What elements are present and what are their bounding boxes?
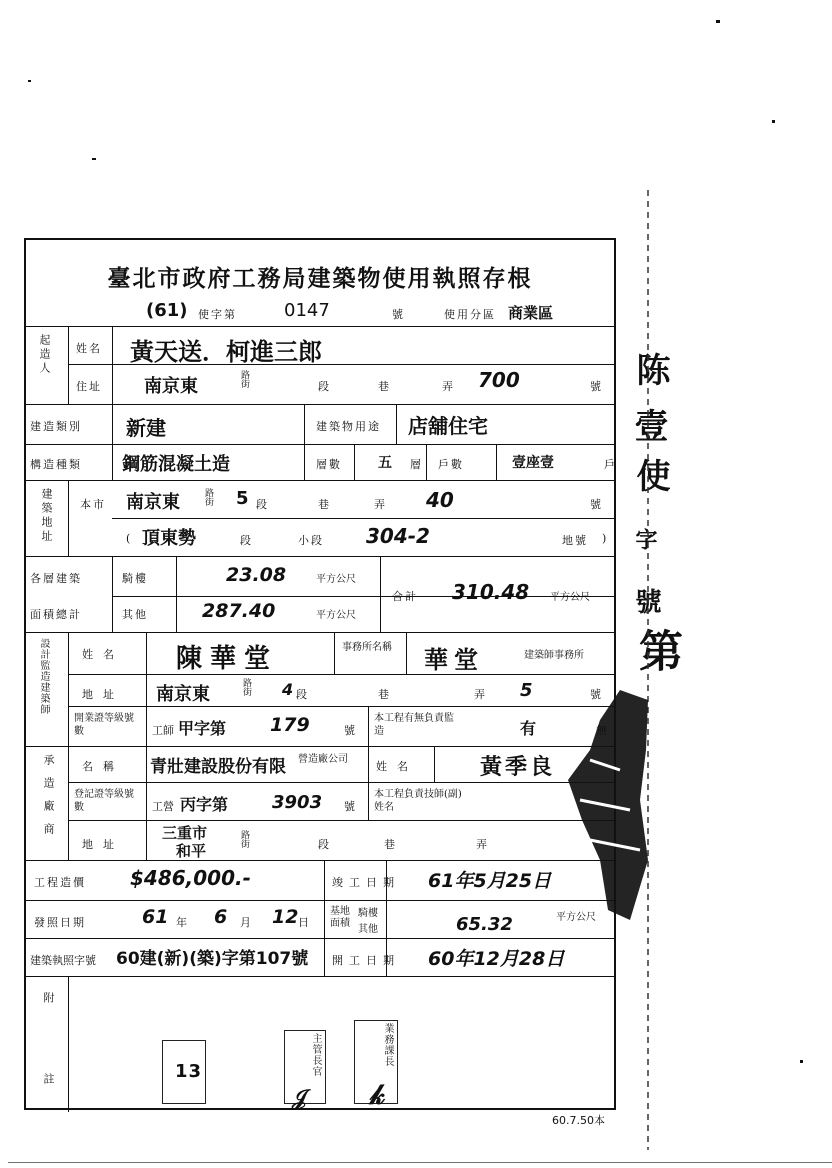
signature-1: 𝒥 [292, 1086, 308, 1111]
floors-unit: 層 [410, 458, 423, 471]
side-char-1: 陈 [630, 352, 670, 386]
structure-value: 鋼筋混凝土造 [122, 454, 230, 475]
site-no-unit: 號 [590, 498, 603, 511]
lot-no: 304-2 [366, 524, 430, 548]
office-value: 華堂 [424, 646, 484, 674]
issue-label: 發照日期 [34, 916, 86, 929]
base-arcade-label: 騎樓 [358, 908, 378, 919]
document-title: 臺北市政府工務局建築物使用執照存根 [107, 265, 533, 292]
permit-number: 0147 [284, 300, 330, 321]
reg-suffix: 號 [344, 800, 357, 813]
floors-value: 五 [378, 455, 392, 471]
lot-section-unit: 段 [240, 534, 253, 547]
base-other-value: 65.32 [456, 914, 513, 935]
speck [800, 1060, 803, 1063]
designer-road: 南京東 [156, 684, 210, 705]
form-code: 60.7.50本 [552, 1114, 605, 1127]
site-alley-label: 弄 [374, 498, 387, 511]
total-unit: 平方公尺 [550, 592, 590, 603]
designer-group-label: 設計監造建築師 [38, 638, 49, 715]
speck [92, 158, 96, 160]
notes-label: 附註 [42, 992, 55, 1154]
issue-day: 12 [272, 906, 299, 928]
lot-area: 頂東勢 [142, 528, 196, 549]
office-suffix: 建築師事務所 [524, 650, 584, 661]
completion-label: 竣工日期 [332, 876, 400, 889]
category-label: 建造類別 [30, 420, 82, 433]
permit-year: (61) [146, 300, 188, 321]
speck [772, 120, 775, 123]
category-value: 新建 [126, 416, 166, 440]
site-lane-label: 巷 [318, 498, 331, 511]
license-prefix: 工師 [152, 724, 174, 737]
floor-area-label-1: 各層建築 [30, 572, 82, 585]
applicant-no: 700 [478, 368, 520, 392]
license-suffix: 號 [344, 724, 357, 737]
arcade-value: 23.08 [226, 564, 287, 586]
contractor-road: 和平 [176, 842, 207, 860]
contractor-person-value: 黃季良 [480, 755, 556, 780]
supervisor-value: 有 [520, 719, 537, 738]
contractor-section: 段 [318, 838, 331, 851]
stamp-box-3: 業務課長 [354, 1020, 398, 1104]
base-unit: 平方公尺 [556, 912, 596, 923]
speck [28, 80, 31, 82]
arcade-unit: 平方公尺 [316, 574, 356, 585]
license-label: 開業證等級號數 [74, 713, 134, 737]
contractor-road-unit: 路街 [239, 830, 249, 848]
issue-day-unit: 日 [298, 916, 311, 929]
applicant-no-unit: 號 [590, 380, 603, 393]
license-no: 179 [270, 714, 310, 736]
contractor-city: 三重市 [162, 824, 208, 842]
designer-alley: 弄 [474, 688, 487, 701]
applicant-name-value: 黃天送．柯進三郎 [130, 338, 322, 366]
stamp-number: 13 [175, 1061, 203, 1082]
other-unit: 平方公尺 [316, 610, 356, 621]
reg-prefix: 工營 [152, 800, 174, 813]
contractor-person-label: 姓名 [376, 760, 418, 773]
floor-area-label-2: 面積總計 [30, 608, 82, 621]
households-value: 壹座壹 [512, 455, 554, 471]
site-road: 南京東 [126, 492, 180, 513]
cost-value: $486,000.- [130, 866, 251, 890]
contractor-alley: 弄 [476, 838, 489, 851]
permit-form: 臺北市政府工務局建築物使用執照存根 (61) 使字第 0147 號 使用分區 商業區 起造人 姓名 黃天送．柯進三郎 住址 南京東 路街 段 巷 弄 700 號 建造類別 新建 建築物用途 店舖住宅 構造種類 鋼筋混凝土造 層數 五 層 戶數 壹座壹 戶 建築地址 本市 南京東 路街 5 段 巷 弄 40 號 ( 頂東勢 段 小段 304-2 地號 ) 各層建築 面積總計 騎樓 23.08 平方公尺 其他 287.40 平方公尺 合計 310.48 平方公尺 設計監造建築師 姓名 陳華堂 事務所名稱 華堂 建築師事務所 地址 南京東 路街 4 段 巷 弄 5 號 開業證等級號數 工師 甲字第 179 號 本工程有無負責監造 有 承造廠商 名稱 青壯建設股份有限 營造廠公司 姓名 黃季良 登記證等級號數 工營 丙字第 3903 號 本工程負責技師(副)姓名 地址 三重市 和平 路街 段 巷 弄 工程造價 $486,000.- 竣工日期 61年5月25日 發照日期 61 年 6 月 12 日 基地面積 騎樓 其他 65.32 平方公尺 建築執照字號 60建(新)(築)字第107號 開工日期 60年12月28日 附註 13 主管長官 業務課長 𝒥 𝓀 [24, 238, 616, 1110]
completion-value: 61年5月25日 [428, 870, 552, 892]
start-value: 60年12月28日 [428, 948, 565, 970]
reg-grade: 丙字第 [180, 795, 229, 814]
applicant-name-label: 姓名 [76, 342, 102, 355]
contractor-group-label: 承造廠商 [42, 754, 55, 846]
designer-lane: 巷 [378, 688, 391, 701]
license-grade: 甲字第 [178, 719, 227, 738]
designer-section-unit: 段 [296, 688, 309, 701]
contractor-name-label: 名稱 [82, 760, 124, 773]
contractor-lane: 巷 [384, 838, 397, 851]
applicant-road: 南京東 [144, 376, 198, 397]
issue-month: 6 [214, 906, 228, 928]
contractor-name-value: 青壯建設股份有限 [150, 757, 286, 777]
site-section-unit: 段 [256, 498, 269, 511]
other-label: 其他 [122, 608, 148, 621]
issue-year: 61 [142, 906, 169, 928]
other-value: 287.40 [202, 600, 276, 622]
applicant-road-unit: 路街 [239, 370, 249, 388]
designer-address-label: 地址 [82, 688, 124, 701]
designer-road-unit: 路街 [241, 678, 251, 696]
stamp-box-2: 主管長官 [284, 1030, 326, 1104]
issue-month-unit: 月 [240, 916, 253, 929]
base-other-label: 其他 [358, 924, 378, 935]
applicant-section: 段 [318, 380, 331, 393]
site-section: 5 [236, 488, 249, 509]
total-value: 310.48 [452, 580, 530, 604]
cost-label: 工程造價 [34, 876, 86, 889]
applicant-group-label: 起造人 [38, 334, 51, 376]
tech-label: 本工程負責技師(副)姓名 [374, 789, 462, 813]
designer-name-label: 姓名 [82, 648, 124, 661]
applicant-address-label: 住址 [76, 380, 102, 393]
site-city-label: 本市 [80, 498, 106, 511]
structure-label: 構造種類 [30, 458, 82, 471]
site-group-label: 建築地址 [40, 488, 53, 544]
contractor-address-label: 地址 [82, 838, 124, 851]
applicant-lane: 巷 [378, 380, 391, 393]
permit-prefix: 使字第 [198, 308, 237, 321]
total-label: 合計 [392, 590, 418, 603]
permit-label: 建築執照字號 [30, 954, 96, 967]
designer-section: 4 [282, 680, 294, 699]
torn-edge [640, 190, 664, 1150]
office-label: 事務所名稱 [342, 642, 392, 653]
site-road-unit: 路街 [203, 488, 213, 506]
start-label: 開工日期 [332, 954, 400, 967]
reg-no: 3903 [272, 792, 323, 813]
applicant-alley: 弄 [442, 380, 455, 393]
base-label: 基地面積 [330, 906, 350, 929]
lot-no-unit: 地號 [562, 534, 588, 547]
issue-year-unit: 年 [176, 916, 189, 929]
use-label: 建築物用途 [316, 420, 381, 433]
signature-2: 𝓀 [370, 1078, 386, 1111]
designer-no-unit: 號 [590, 688, 603, 701]
ink-blot [560, 690, 650, 930]
side-char-2: 壹 [628, 408, 668, 442]
side-char-6: 第 [631, 628, 682, 672]
households-unit: 戶 [604, 458, 617, 471]
permit-suffix: 號 [392, 308, 405, 321]
households-label: 戶數 [438, 458, 464, 471]
supervisor-label: 本工程有無負責監造 [374, 713, 454, 737]
lot-subsection: 小段 [298, 534, 324, 547]
permit-value: 60建(新)(築)字第107號 [116, 949, 309, 969]
designer-alley-no: 5 [520, 680, 533, 701]
site-no: 40 [426, 488, 454, 512]
use-value: 店舖住宅 [408, 414, 488, 438]
reg-label: 登記證等級號數 [74, 789, 134, 813]
speck [716, 20, 720, 23]
contractor-name-suffix: 營造廠公司 [298, 754, 348, 765]
stamp-box-1 [162, 1040, 206, 1104]
zone-label: 使用分區 [444, 308, 496, 321]
floors-label: 層數 [316, 458, 342, 471]
bottom-line [8, 1162, 832, 1163]
side-char-5: 號 [631, 588, 661, 614]
arcade-label: 騎樓 [122, 572, 148, 585]
zone-value: 商業區 [508, 304, 554, 322]
side-char-3: 使 [630, 458, 670, 492]
side-char-4: 字 [632, 528, 658, 550]
designer-name-value: 陳華堂 [176, 644, 279, 674]
